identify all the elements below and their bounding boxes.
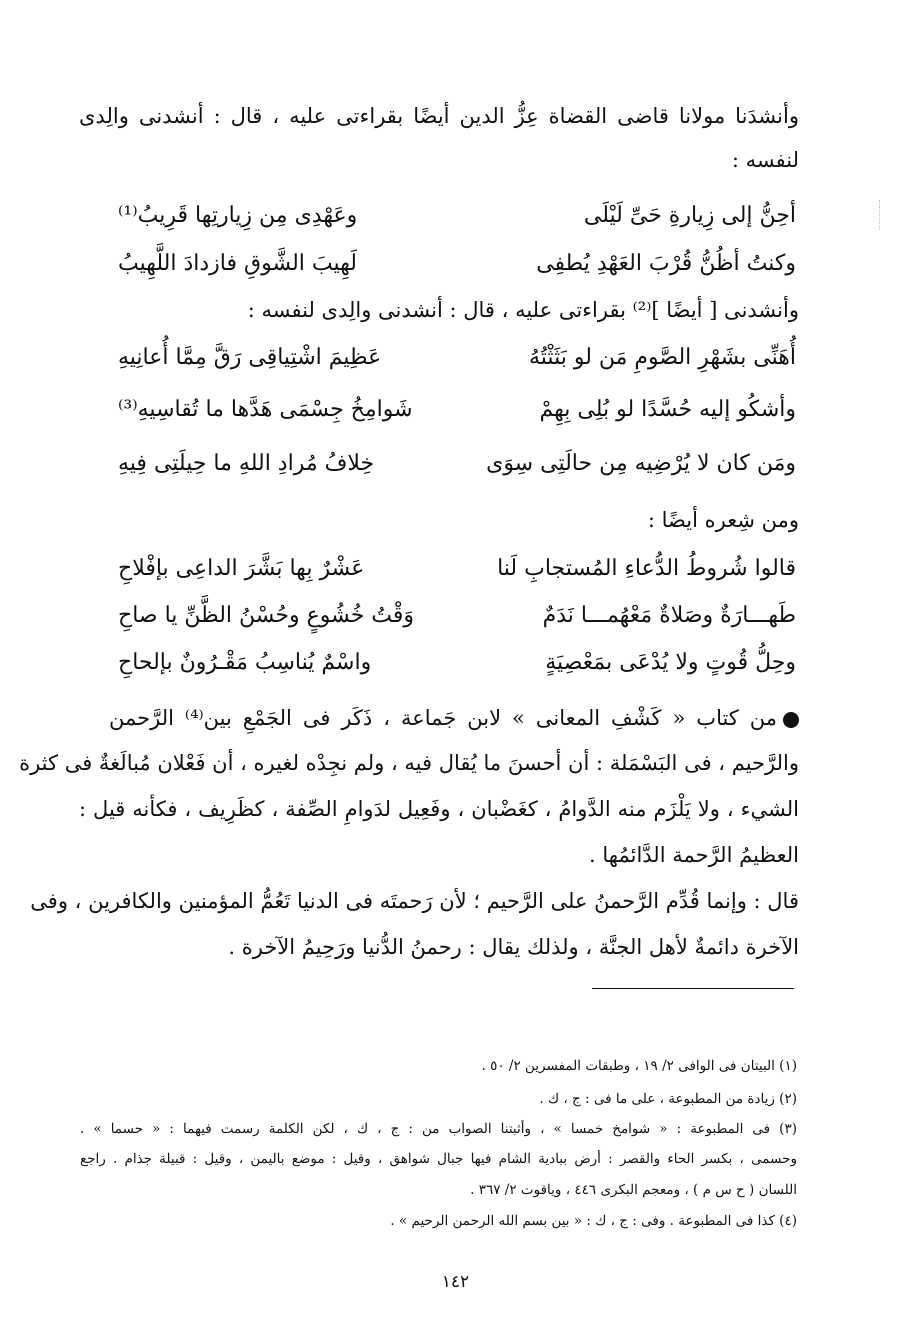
paragraph-1-line-1-text: من كتاب « كَشْفِ المعانى » لابن جَماعة ، ذَكَر فى الجَمْعِ بين⁽⁴⁾ الرَّحمن	[109, 706, 778, 730]
bullet-icon	[783, 712, 799, 728]
poem1-verse2-second-hemistich: لَهِيبَ الشَّوقِ فازدادَ اللَّهِيبُ	[118, 251, 357, 276]
poem2-verse2-second-hemistich: شَوامِخُ جِسْمَى هَدَّها ما تُقاسِيهِ⁽³⁾	[118, 397, 413, 422]
paragraph-1-line-2: والرَّحيم ، فى البَسْمَلة : أن أحسنَ ما يُقال فيه ، ولم نجِدْه لغيره ، أن فَعْلان مُبالَغةٌ فى كثرة	[19, 751, 799, 775]
poem3-verse3-first-hemistich: وحِلُّ قُوتٍ ولا يُدْعَى بمَعْصِيَةٍ	[545, 650, 796, 675]
poem3-verse2-second-hemistich: وَقْتُ خُشُوعٍ وحُسْنُ الظَّنِّ يا صاحِ	[118, 603, 415, 628]
footnote-3-continued-1: وحسمى ، بكسر الحاء والقصر : أرض ببادية الشام فيها جبال شواهق ، وقيل : موضع باليمن ، وقيل : قبيلة جذام . راجع	[80, 1151, 797, 1167]
intro-line-2: لنفسه :	[731, 148, 799, 172]
paragraph-1-line-1	[109, 706, 799, 730]
poem2-verse3-first-hemistich: ومَن كان لا يُرْضِيه مِن حالَتِى سِوَى	[486, 451, 796, 476]
poem2-verse2-first-hemistich: وأشكُو إليه حُسَّدًا لو بُلِى بِهِمْ	[539, 397, 796, 422]
intro-3: ومن شِعره أيضًا :	[647, 508, 799, 532]
scan-mark	[879, 200, 883, 230]
paragraph-2-line-2: الآخرة دائمةٌ لأهل الجنَّة ، ولذلك يقال : رحمنُ الدُّنيا ورَحِيمُ الآخرة .	[228, 935, 799, 959]
poem1-verse2-first-hemistich: وكنتُ أظُنُّ قُرْبَ العَهْدِ يُطفِى	[536, 251, 796, 276]
poem3-verse1-second-hemistich: عَشْرٌ بِها بَشَّرَ الداعِى بإفْلاحِ	[118, 556, 365, 581]
poem1-verse1-second-hemistich: وعَهْدِى مِن زِيارتِها قَرِيبُ⁽¹⁾	[118, 203, 358, 228]
page-number: ١٤٢	[441, 1272, 470, 1292]
paragraph-1-line-3: الشيء ، ولا يَلْزَم منه الدَّوامُ ، كغَضْبان ، وفَعِيل لدَوامِ الصِّفة ، كظَرِيف ، فكأنه قيل :	[79, 797, 799, 821]
footnote-separator	[592, 988, 794, 989]
poem2-verse1-second-hemistich: عَظِيمَ اشْتِياقِى رَقَّ مِمَّا أُعانِيهِ	[118, 345, 382, 370]
paragraph-1-line-4: العظيمُ الرَّحمة الدَّائمُها .	[589, 843, 799, 867]
poem1-verse1-first-hemistich: أحِنُّ إلى زِيارةِ حَىِّ لَيْلَى	[583, 203, 796, 228]
poem3-verse2-first-hemistich: طَهـــارَةٌ وصَلاةٌ مَعْهُمـــا نَدَمٌ	[542, 603, 796, 628]
poem3-verse1-first-hemistich: قالوا شُروطُ الدُّعاءِ المُستجابِ لَنا	[497, 556, 796, 581]
intro-2: وأنشدنى [ أيضًا ]⁽²⁾ بقراءتى عليه ، قال : أنشدنى والِدى لنفسه :	[247, 298, 799, 322]
paragraph-2-line-1: قال : وإنما قُدِّم الرَّحمنُ على الرَّحيم ؛ لأن رَحمتَه فى الدنيا تَعُمُّ المؤمنين والكافرين ، وفى	[30, 889, 799, 913]
footnote-1: (١) البيتان فى الوافى ٢/ ١٩ ، وطبقات المفسرين ٢/ ٥٠ .	[481, 1058, 797, 1074]
poem2-verse1-first-hemistich: أُهَنِّى بشَهْرِ الصَّومِ مَن لو بَثَثْتُهُ	[529, 345, 796, 370]
footnote-4: (٤) كذا فى المطبوعة . وفى : ج ، ك : « بين بسم الله الرحمن الرحيم » .	[390, 1213, 797, 1229]
footnote-3: (٣) فى المطبوعة : « شوامخ خمسا » ، وأثبتنا الصواب من : ج ، ك ، لكن الكلمة رسمت فيهما : « حسما » .	[80, 1121, 797, 1137]
footnote-3-continued-2: اللسان ( ح س م ) ، ومعجم البكرى ٤٤٦ ، وياقوت ٢/ ٣٦٧ .	[470, 1182, 797, 1198]
intro-line-1: وأنشدَنا مولانا قاضى القضاة عِزُّ الدين أيضًا بقراءتى عليه ، قال : أنشدنى والِدى	[79, 104, 799, 128]
poem2-verse3-second-hemistich: خِلافُ مُرادِ اللهِ ما حِيلَتِى فِيهِ	[118, 451, 375, 476]
poem3-verse3-second-hemistich: واسْمٌ يُناسِبُ مَقْـرُونٌ بإلحاحِ	[118, 650, 372, 675]
footnote-2: (٢) زيادة من المطبوعة ، على ما فى : ج ، ك .	[539, 1091, 797, 1107]
